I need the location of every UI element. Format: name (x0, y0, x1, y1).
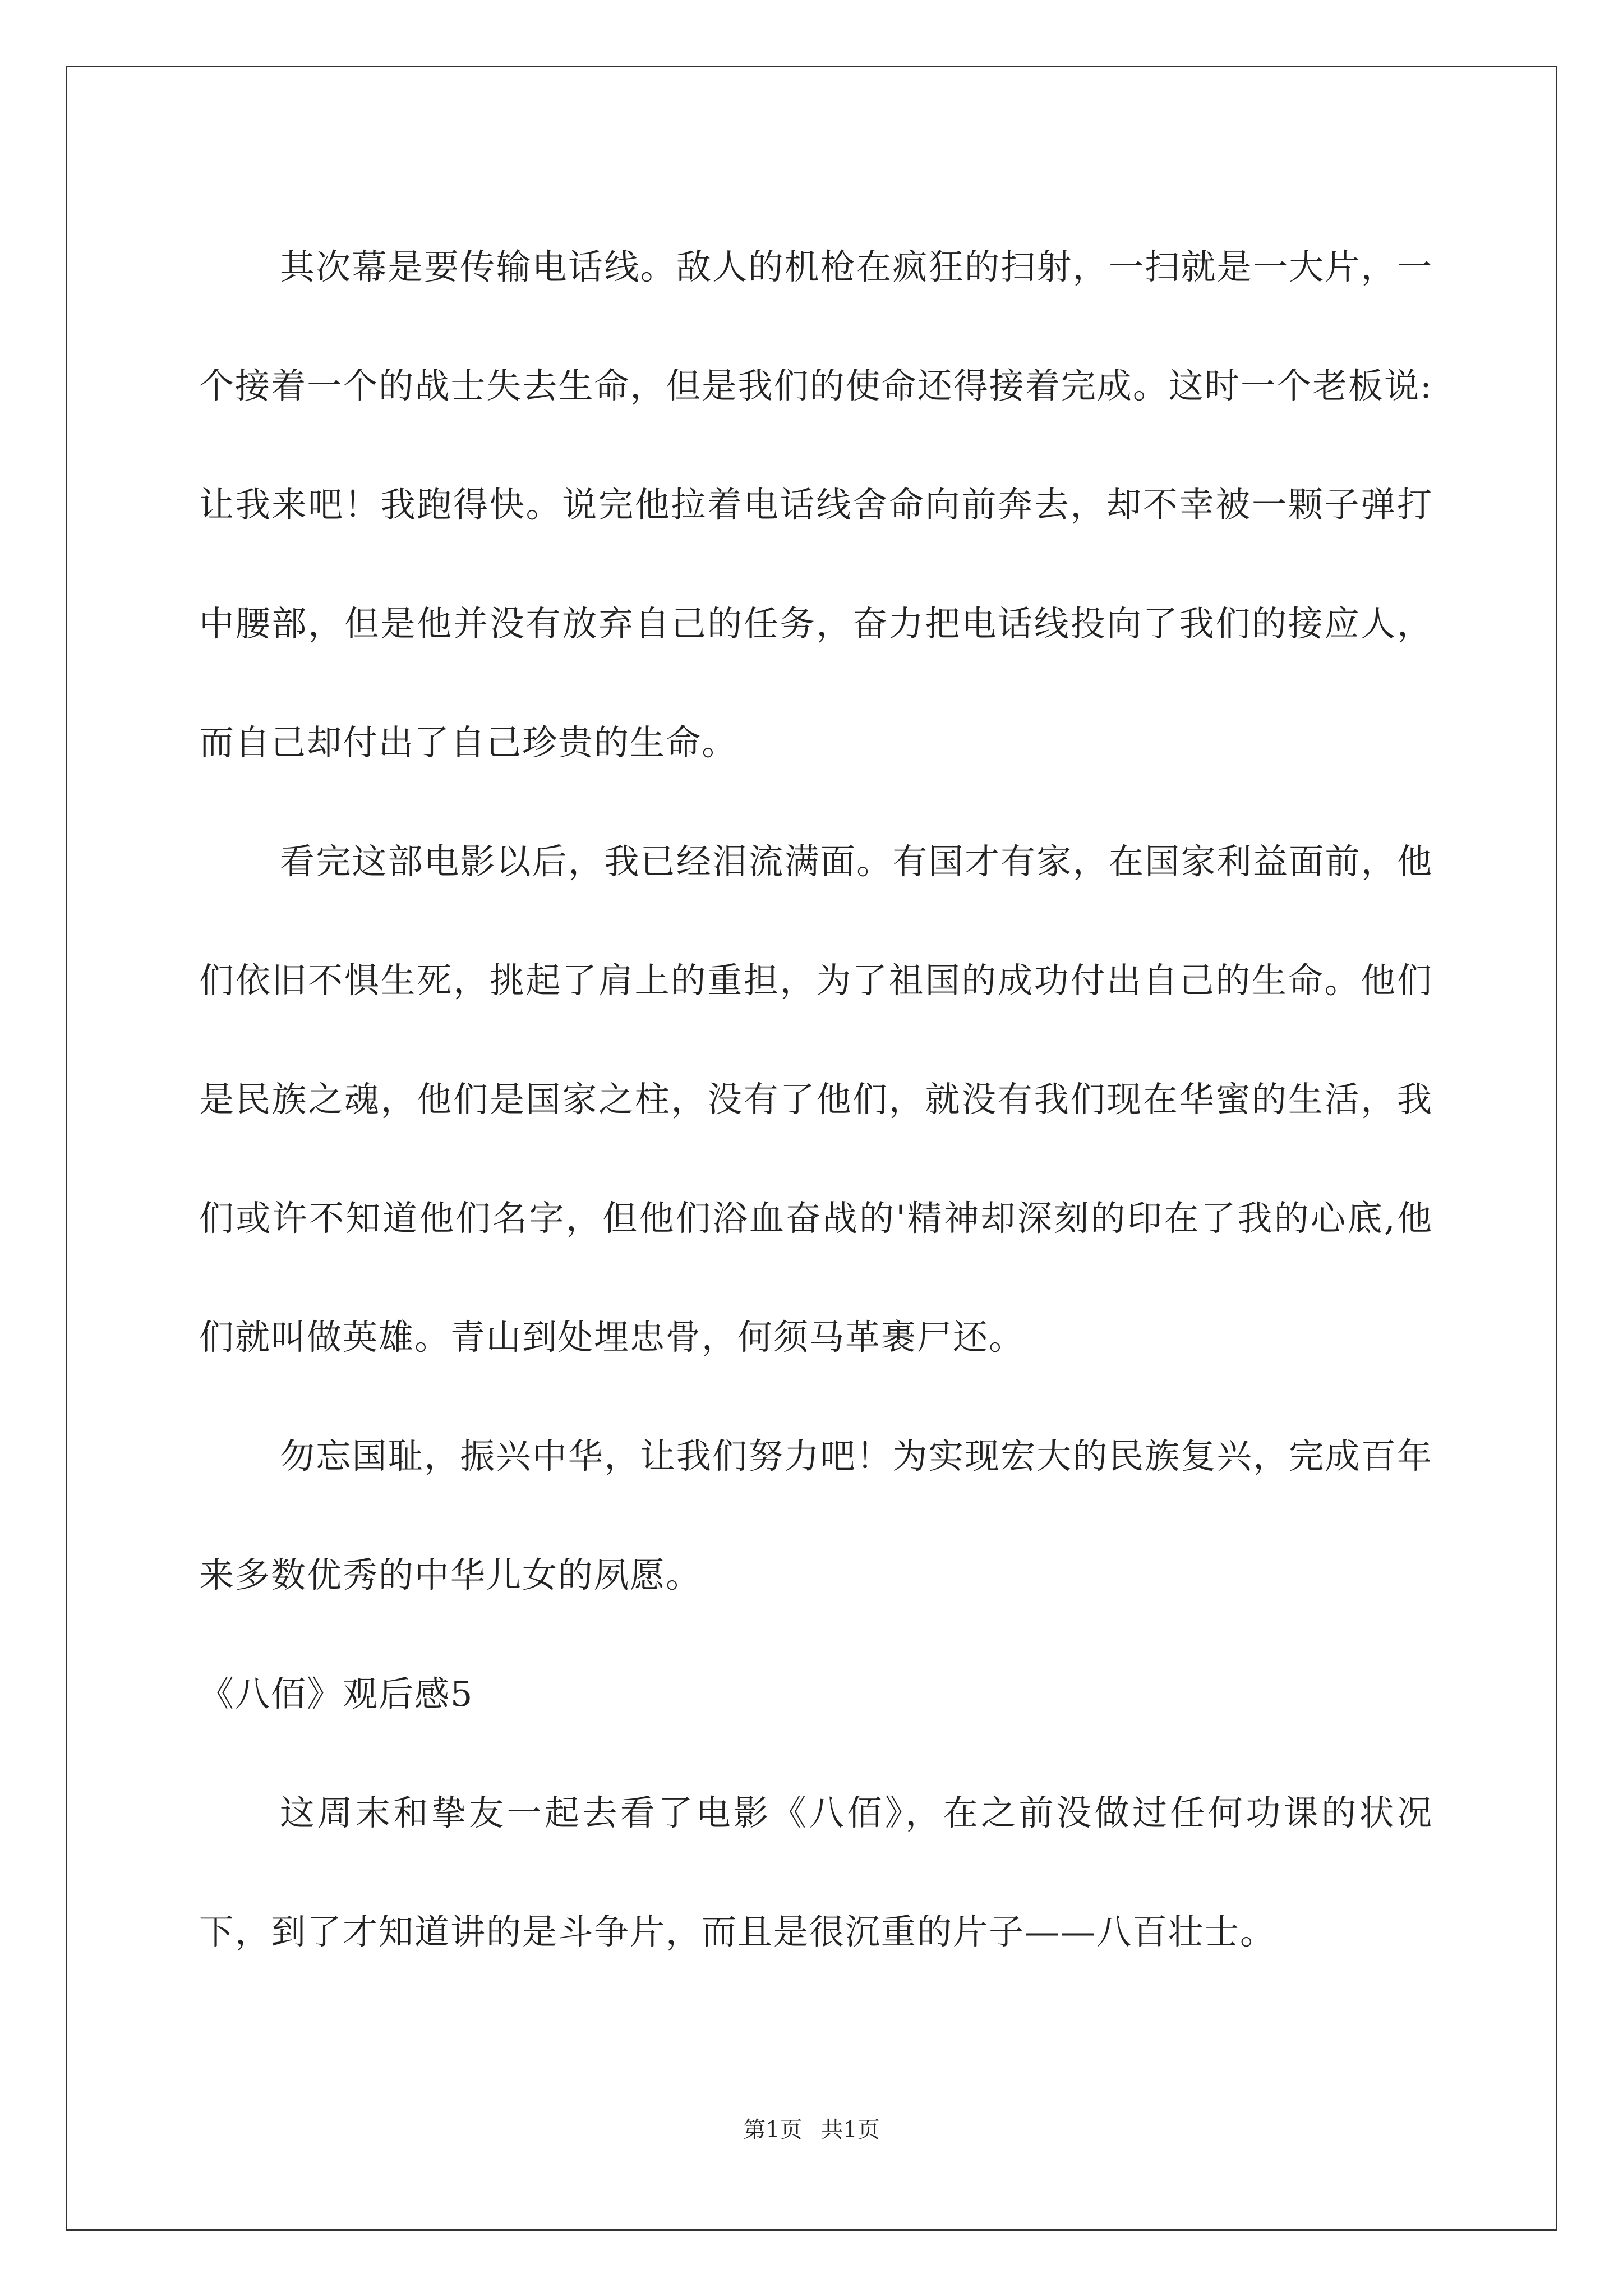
page-number-current: 第1页 (743, 2117, 803, 2143)
document-body (199, 208, 1433, 1991)
paragraph-1: 其次幕是要传输电话线。敌人的机枪在疯狂的扫射，一扫就是一大片，一个接着一个的战士失去生命，但是我们的使命还得接着完成。这时一个老板说:让我来吧！我跑得快。说完他拉着电话线舍命向前奔去，却不幸被一颗子弹打中腰部，但是他并没有放弃自己的任务，奋力把电话线投向了我们的接应人，而自己却付出了自己珍贵的生命。 (199, 246, 1433, 763)
paragraph-4: 这周末和挚友一起去看了电影《八佰》，在之前没做过任何功课的状况下，到了才知道讲的是斗争片，而且是很沉重的片子——八百壮士。 (199, 1792, 1433, 1952)
paragraph-2: 看完这部电影以后，我已经泪流满面。有国才有家，在国家利益面前，他们依旧不惧生死，挑起了肩上的重担，为了祖国的成功付出自己的生命。他们是民族之魂，他们是国家之柱，没有了他们，就没有我们现在华蜜的生活，我们或许不知道他们名字，但他们浴血奋战的'精神却深刻的印在了我的心底,他们就叫做英雄。青山到处埋忠骨，何须马革裹尸还。 (199, 841, 1433, 1358)
section-heading: 《八佰》观后感5 (199, 1673, 474, 1714)
page-number-total: 共1页 (820, 2117, 880, 2143)
paragraph-3: 勿忘国耻，振兴中华，让我们努力吧！为实现宏大的民族复兴，完成百年来多数优秀的中华儿女的夙愿。 (199, 1435, 1433, 1595)
page-footer (0, 2112, 1623, 2144)
